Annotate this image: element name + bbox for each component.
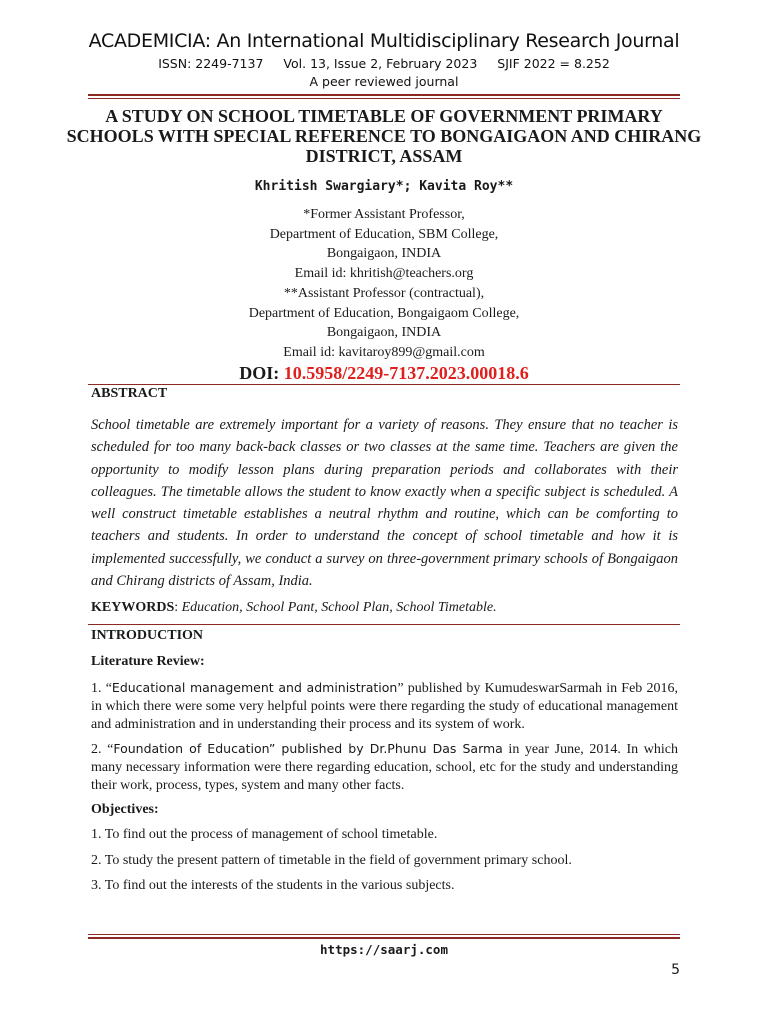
abstract-heading: ABSTRACT (91, 386, 168, 401)
footer-divider-thin (88, 934, 680, 935)
sjif: SJIF 2022 = 8.252 (497, 56, 610, 71)
affiliation-line: Department of Education, Bongaigaom College, (248, 305, 520, 321)
literature-item-text: in year June, 2014. In which many necessary information were there regarding education, school, etc for the study and understanding their work, process, types, system and many other facts. (91, 742, 678, 793)
footer-divider (88, 937, 680, 939)
peer-review-note: A peer reviewed journal (309, 74, 459, 89)
paper-title: A STUDY ON SCHOOL TIMETABLE OF GOVERNMENT PRIMARY SCHOOLS WITH SPECIAL REFERENCE TO BONGAIGAON AND CHIRANG DISTRICT, ASSAM (66, 106, 702, 166)
authors: Khritish Swargiary*; Kavita Roy** (254, 179, 514, 194)
affiliation-line: Department of Education, SBM College, (269, 226, 499, 242)
doi-link[interactable]: 10.5958/2249-7137.2023.00018.6 (283, 363, 529, 383)
page-number: 5 (671, 962, 680, 978)
doi (0, 363, 768, 384)
keywords-values: Education, School Pant, School Plan, School Timetable. (181, 600, 497, 615)
literature-item-1 (91, 679, 678, 734)
keywords-divider (88, 624, 680, 625)
literature-item-prefix: 1. “ (91, 681, 112, 696)
objective-item: 2. To study the present pattern of timetable in the field of government primary school. (91, 853, 572, 868)
objectives-heading: Objectives: (91, 802, 159, 817)
affiliation-line: *Former Assistant Professor, (303, 207, 465, 222)
objective-item: 1. To find out the process of management of school timetable. (91, 827, 438, 842)
abstract-text: School timetable are extremely important for a variety of reasons. They ensure that no teacher is scheduled for too many back-back classes or two classes at the same time. Teachers are given the opportunity to modify lesson plans during preparation periods and collaborates with their colleagues. The timetable allows the student to know exactly when a specific subject is scheduled. A well construct timetable establishes a neutral rhythm and routine, which can be comforting to teachers and students. In order to understand the concept of school timetable and how it is implemented successfully, we conduct a survey on three-government primary schools of Bongaigaon and Chirang districts of Assam, India. (91, 417, 678, 590)
book-title: Educational management and administration (111, 680, 398, 695)
book-title: Foundation of Education” published by Dr.Phunu Das Sarma (113, 741, 503, 756)
literature-item-2 (91, 740, 678, 795)
journal-url-link[interactable]: https://saarj.com (320, 942, 448, 957)
doi-label: DOI: (239, 363, 280, 383)
journal-meta-line (0, 56, 768, 71)
literature-item-prefix: 2. “ (91, 742, 114, 757)
affiliation-line: Bongaigaon, INDIA (326, 325, 442, 340)
keywords-label: KEYWORDS (91, 600, 175, 615)
doi-divider (88, 384, 680, 385)
affiliation-line: Bongaigaon, INDIA (326, 246, 442, 261)
literature-item-text: ” published by KumudeswarSarmah in Feb 2016, in which there were some very helpful points were there regarding the study of educational management and administration and in understanding their process and its system of work. (91, 681, 678, 732)
objective-item: 3. To find out the interests of the students in the various subjects. (91, 878, 455, 893)
affiliation-line: **Assistant Professor (contractual), (283, 286, 485, 301)
affiliation-2 (0, 284, 768, 362)
affiliation-email: Email id: kavitaroy899@gmail.com (283, 344, 485, 360)
keywords (91, 600, 678, 616)
affiliation-1 (0, 205, 768, 283)
header-divider (88, 94, 680, 96)
literature-review-heading: Literature Review: (91, 654, 205, 669)
keywords-separator: : (174, 600, 182, 615)
journal-title: ACADEMICIA: An International Multidisciplinary Research Journal (88, 30, 680, 52)
affiliation-email: Email id: khritish@teachers.org (294, 265, 474, 281)
header-divider-thin (88, 98, 680, 99)
introduction-heading: INTRODUCTION (91, 628, 204, 643)
volume-issue: Vol. 13, Issue 2, February 2023 (283, 56, 478, 71)
issn: ISSN: 2249-7137 (158, 56, 264, 71)
